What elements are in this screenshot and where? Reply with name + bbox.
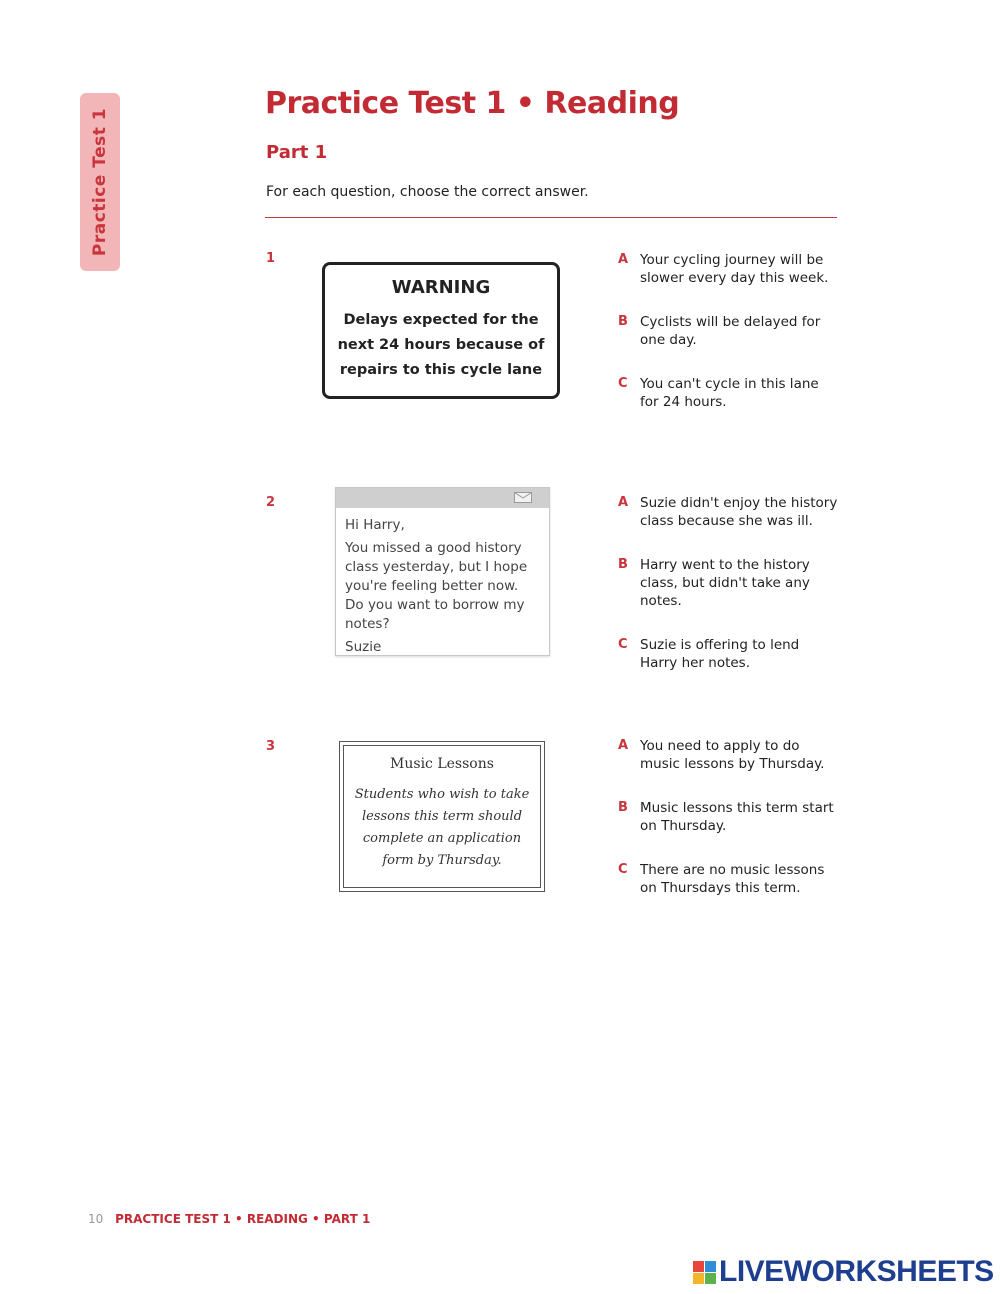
message-greeting: Hi Harry, — [345, 517, 405, 533]
page-number: 10 — [88, 1212, 104, 1226]
warning-heading: WARNING — [391, 277, 491, 298]
option-text: There are no music lessons on Thursdays this term. — [640, 862, 825, 896]
answer-option[interactable] — [618, 313, 838, 349]
brand-name: LIVEWORKSHEETS — [719, 1255, 994, 1288]
notice-card — [339, 741, 545, 892]
option-letter: C — [618, 862, 628, 877]
side-tab — [80, 93, 120, 271]
option-letter: B — [618, 557, 628, 572]
footer-label: PRACTICE TEST 1 • READING • PART 1 — [115, 1212, 371, 1226]
option-text: Your cycling journey will be slower every day this week. — [640, 252, 829, 286]
part-heading: Part 1 — [266, 142, 328, 163]
answer-option[interactable] — [618, 556, 838, 610]
option-text: You can't cycle in this lane for 24 hours. — [640, 376, 819, 410]
question-number: 1 — [266, 251, 276, 266]
message-content — [336, 508, 549, 657]
option-text: Suzie is offering to lend Harry her notes. — [640, 637, 800, 671]
page-title: Practice Test 1 • Reading — [265, 86, 680, 121]
answer-option[interactable] — [618, 861, 838, 897]
page-footer — [88, 1212, 370, 1226]
answer-option[interactable] — [618, 799, 838, 835]
warning-body — [325, 308, 557, 383]
side-tab-label: Practice Test 1 — [90, 107, 111, 257]
logo-tiles-icon — [693, 1261, 716, 1284]
question-number: 3 — [266, 739, 276, 754]
warning-line: repairs to this cycle lane — [339, 362, 543, 378]
answer-option[interactable] — [618, 375, 838, 411]
answer-option[interactable] — [618, 737, 838, 773]
envelope-icon — [514, 492, 532, 503]
message-header-bar — [336, 488, 549, 508]
answer-options — [618, 251, 838, 411]
option-letter: A — [618, 495, 629, 510]
option-text: Suzie didn't enjoy the history class because she was ill. — [640, 495, 838, 529]
message-body: You missed a good history class yesterday, but I hope you're feeling better now. Do you want to borrow my notes? — [345, 540, 528, 632]
warning-line: Delays expected for the — [343, 312, 539, 328]
notice-heading: Music Lessons — [390, 756, 494, 772]
answer-option[interactable] — [618, 494, 838, 530]
liveworksheets-logo[interactable] — [693, 1255, 994, 1289]
answer-options — [618, 494, 838, 672]
warning-sign — [322, 262, 560, 399]
option-text: You need to apply to do music lessons by Thursday. — [640, 738, 825, 772]
option-text: Harry went to the history class, but didn't take any notes. — [640, 557, 810, 609]
notice-body: Students who wish to take lessons this term should complete an application form by Thursday. — [354, 787, 530, 868]
answer-option[interactable] — [618, 636, 838, 672]
option-letter: C — [618, 376, 628, 391]
warning-line: next 24 hours because of — [337, 337, 545, 353]
answer-option[interactable] — [618, 251, 838, 287]
message-signature: Suzie — [345, 639, 382, 655]
option-letter: A — [618, 252, 629, 267]
option-letter: B — [618, 800, 628, 815]
question-number: 2 — [266, 495, 276, 510]
header-divider — [265, 217, 837, 218]
option-letter: B — [618, 314, 628, 329]
option-text: Music lessons this term start on Thursday. — [640, 800, 834, 834]
message-card — [335, 487, 550, 656]
answer-options — [618, 737, 838, 897]
option-text: Cyclists will be delayed for one day. — [640, 314, 821, 348]
instructions: For each question, choose the correct answer. — [266, 184, 589, 200]
notice-inner-frame — [343, 745, 541, 888]
option-letter: A — [618, 738, 629, 753]
option-letter: C — [618, 637, 628, 652]
